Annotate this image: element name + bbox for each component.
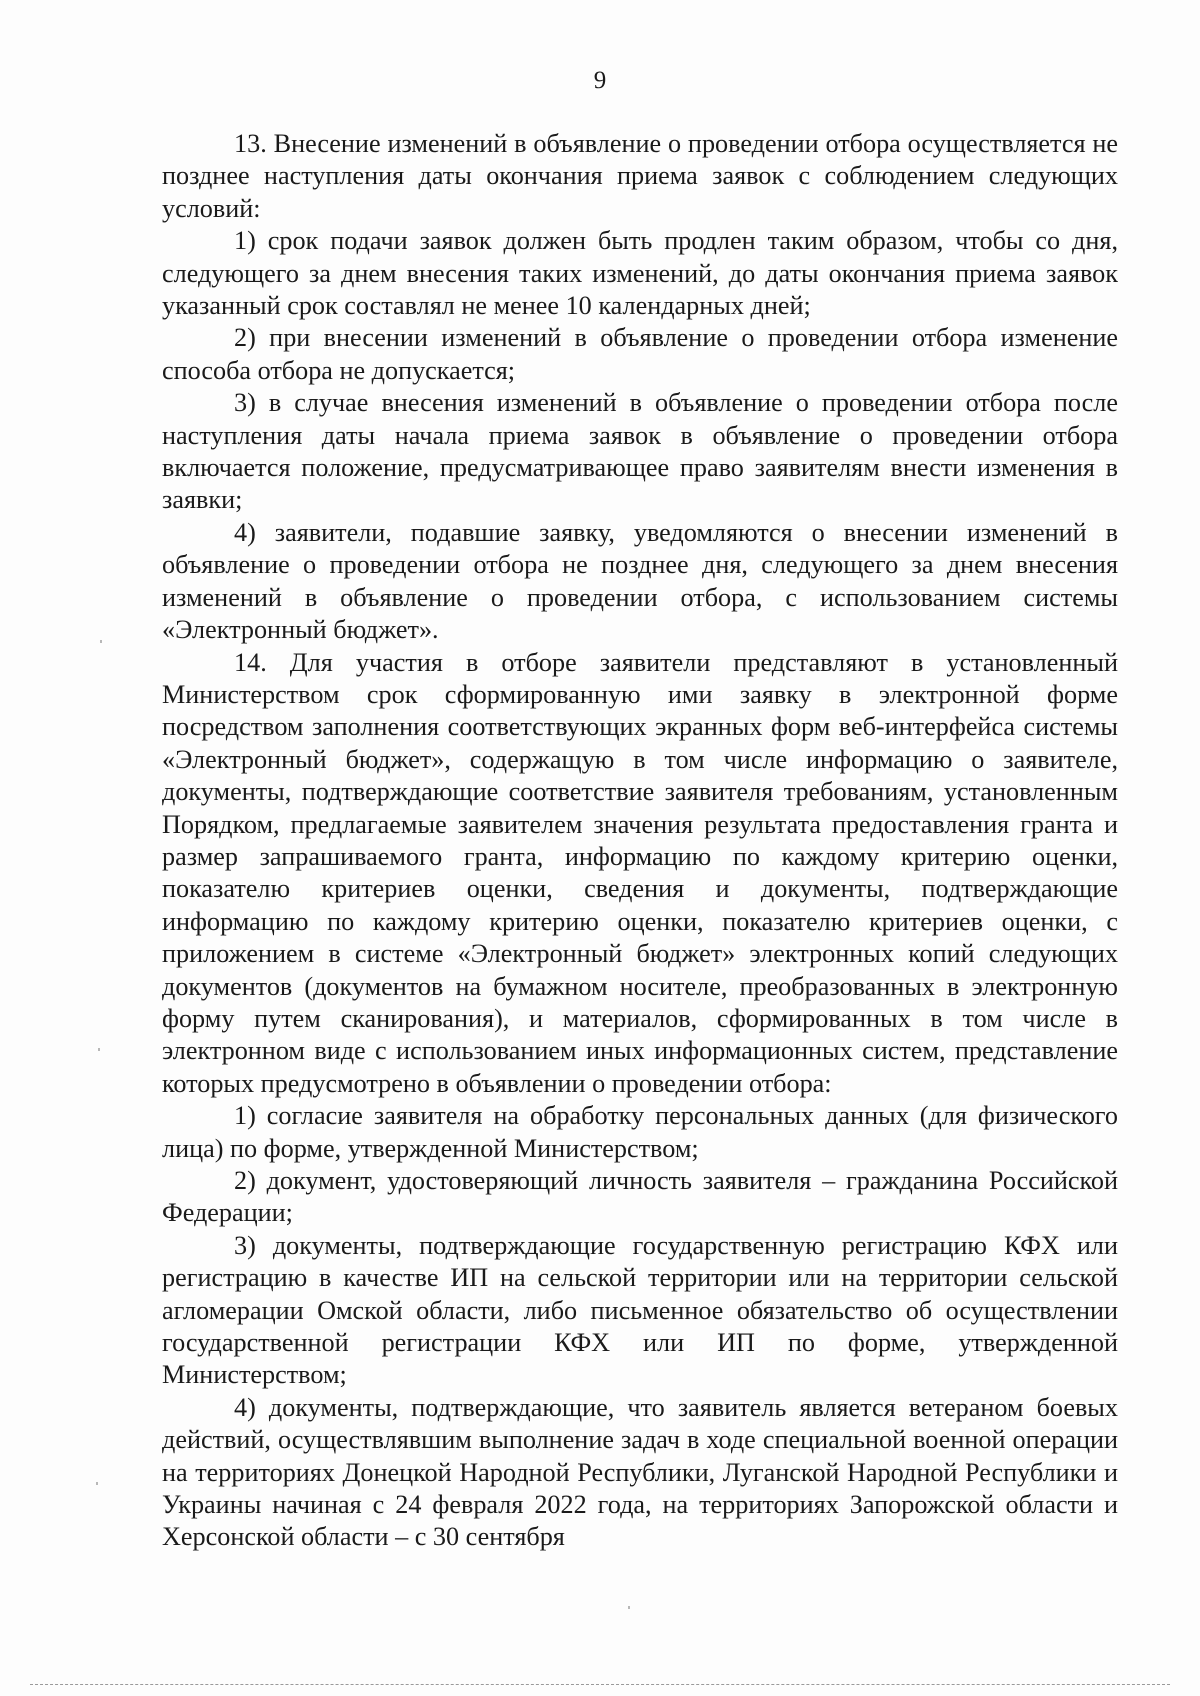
- paragraph-13-item-1: 1) срок подачи заявок должен быть продлен таким образом, чтобы со дня, следующего за днем внесения таких изменений, до даты окончания приема заявок указанный срок составлял не менее 10 календарных дней;: [162, 226, 1118, 321]
- document-body: [162, 128, 1118, 1554]
- scan-artifact: [98, 1048, 100, 1051]
- scan-artifact: [100, 640, 102, 643]
- scan-artifact: [96, 1482, 98, 1485]
- paragraph-14: 14. Для участия в отборе заявители представляют в установленный Министерством срок сформированную ими заявку в электронной форме посредством заполнения соответствующих экранных форм веб-интерфейса системы «Электронный бюджет», содержащую в том числе информацию о заявителе, документы, подтверждающие соответствие заявителя требованиям, установленным Порядком, предлагаемые заявителем значения результата предоставления гранта и размер запрашиваемого гранта, информацию по каждому критерию оценки, показателю критериев оценки, сведения и документы, подтверждающие информацию по каждому критерию оценки, показателю критериев оценки, с приложением в системе «Электронный бюджет» электронных копий следующих документов (документов на бумажном носителе, преобразованных в электронную форму путем сканирования), и материалов, сформированных в том числе в электронном виде с использованием иных информационных систем, представление которых предусмотрено в объявлении о проведении отбора:: [162, 647, 1118, 1098]
- scan-artifact: [628, 1606, 630, 1609]
- page-number: 9: [593, 67, 607, 94]
- paragraph-14-item-1: 1) согласие заявителя на обработку персональных данных (для физического лица) по форме, утвержденной Министерством;: [162, 1101, 1118, 1163]
- paragraph-13-item-4: 4) заявители, подавшие заявку, уведомляются о внесении изменений в объявление о проведении отбора не позднее дня, следующего за днем внесения изменений в объявление о проведении отбора, с использованием системы «Электронный бюджет».: [162, 517, 1118, 645]
- paragraph-13-item-3: 3) в случае внесения изменений в объявление о проведении отбора после наступления даты начала приема заявок в объявление о проведении отбора включается положение, предусматривающее право заявителям внести изменения в заявки;: [162, 388, 1118, 515]
- paragraph-14-item-2: 2) документ, удостоверяющий личность заявителя – гражданина Российской Федерации;: [162, 1166, 1118, 1228]
- paragraph-13-item-2: 2) при внесении изменений в объявление о проведении отбора изменение способа отбора не допускается;: [162, 323, 1118, 385]
- scan-bottom-edge: [30, 1684, 1170, 1685]
- paragraph-14-item-4: 4) документы, подтверждающие, что заявитель является ветераном боевых действий, осуществлявшим выполнение задач в ходе специальной военной операции на территориях Донецкой Народной Республики, Луганской Народной Республики и Украины начиная с 24 февраля 2022 года, на территориях Запорожской области и Херсонской области – с 30 сентября: [162, 1392, 1118, 1552]
- paragraph-13: 13. Внесение изменений в объявление о проведении отбора осуществляется не позднее наступления даты окончания приема заявок с соблюдением следующих условий:: [162, 129, 1118, 223]
- paragraph-14-item-3: 3) документы, подтверждающие государственную регистрацию КФХ или регистрацию в качестве ИП на сельской территории или на территории сельской агломерации Омской области, либо письменное обязательство об осуществлении государственной регистрации КФХ или ИП по форме, утвержденной Министерством;: [162, 1230, 1118, 1390]
